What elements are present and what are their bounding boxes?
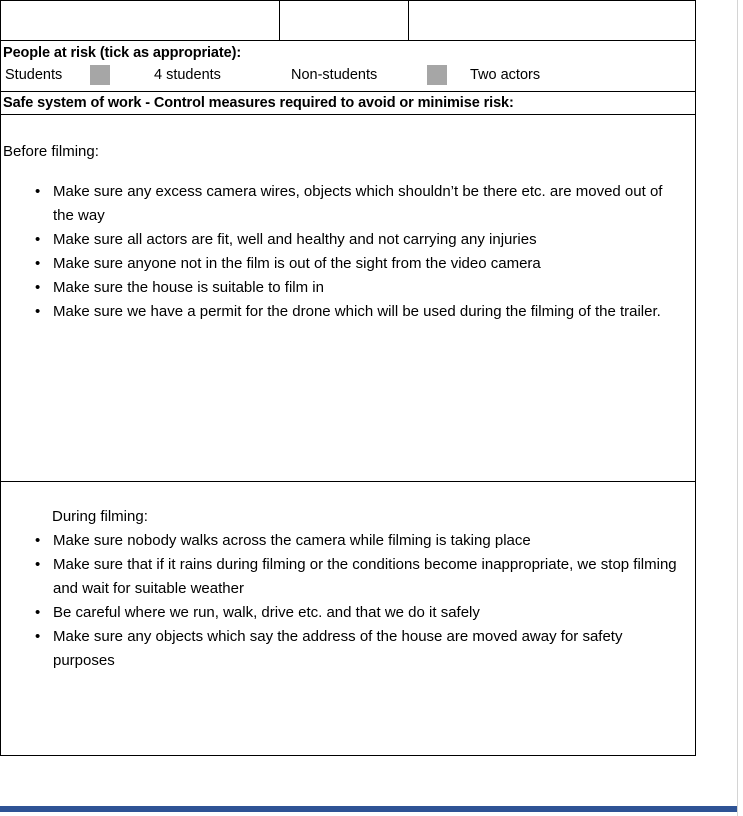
table-row-people-at-risk bbox=[1, 41, 696, 92]
table-row-during-filming bbox=[1, 482, 696, 756]
list-item: • Make sure any excess camera wires, objects which shouldn’t be there etc. are moved out of the way bbox=[1, 180, 695, 228]
people-option-label-students: Students bbox=[5, 67, 63, 83]
checkbox-non-students[interactable] bbox=[427, 65, 447, 85]
checkbox-students[interactable] bbox=[90, 65, 110, 85]
before-filming-cell bbox=[1, 115, 696, 482]
people-option-label-4-students: 4 students bbox=[154, 67, 221, 83]
list-item: • Make sure all actors are fit, well and healthy and not carrying any injuries bbox=[1, 228, 695, 252]
footer-rule bbox=[0, 806, 737, 812]
table-row-safe-system-heading bbox=[1, 92, 696, 115]
list-item: • Make sure any objects which say the address of the house are moved away for safety purposes bbox=[1, 625, 695, 673]
page-right-edge bbox=[737, 0, 738, 816]
table-row-empty bbox=[1, 1, 696, 41]
empty-cell-right bbox=[409, 1, 696, 41]
before-filming-intro: Before filming: bbox=[3, 143, 99, 160]
table-row-before-filming bbox=[1, 115, 696, 482]
safe-system-heading: Safe system of work - Control measures required to avoid or minimise risk: bbox=[3, 95, 514, 111]
during-filming-cell bbox=[1, 482, 696, 756]
list-item: • Be careful where we run, walk, drive etc. and that we do it safely bbox=[1, 601, 695, 625]
list-item: • Make sure the house is suitable to film in bbox=[1, 276, 695, 300]
people-at-risk-options bbox=[3, 64, 695, 88]
during-filming-intro: During filming: bbox=[52, 508, 148, 525]
people-at-risk-cell bbox=[1, 41, 696, 92]
people-option-label-non-students: Non-students bbox=[291, 67, 378, 83]
list-item: • Make sure anyone not in the film is out of the sight from the video camera bbox=[1, 252, 695, 276]
safe-system-heading-cell bbox=[1, 92, 696, 115]
people-option-label-two-actors: Two actors bbox=[470, 67, 541, 83]
list-item: • Make sure nobody walks across the camera while filming is taking place bbox=[1, 529, 695, 553]
during-filming-bullet-list bbox=[1, 529, 695, 673]
before-filming-bullet-list bbox=[1, 180, 695, 324]
empty-cell-left bbox=[1, 1, 280, 41]
empty-cell-middle bbox=[280, 1, 409, 41]
people-at-risk-heading: People at risk (tick as appropriate): bbox=[3, 45, 242, 61]
list-item: • Make sure that if it rains during filming or the conditions become inappropriate, we stop filming and wait for suitable weather bbox=[1, 553, 695, 601]
list-item: • Make sure we have a permit for the drone which will be used during the filming of the trailer. bbox=[1, 300, 695, 324]
